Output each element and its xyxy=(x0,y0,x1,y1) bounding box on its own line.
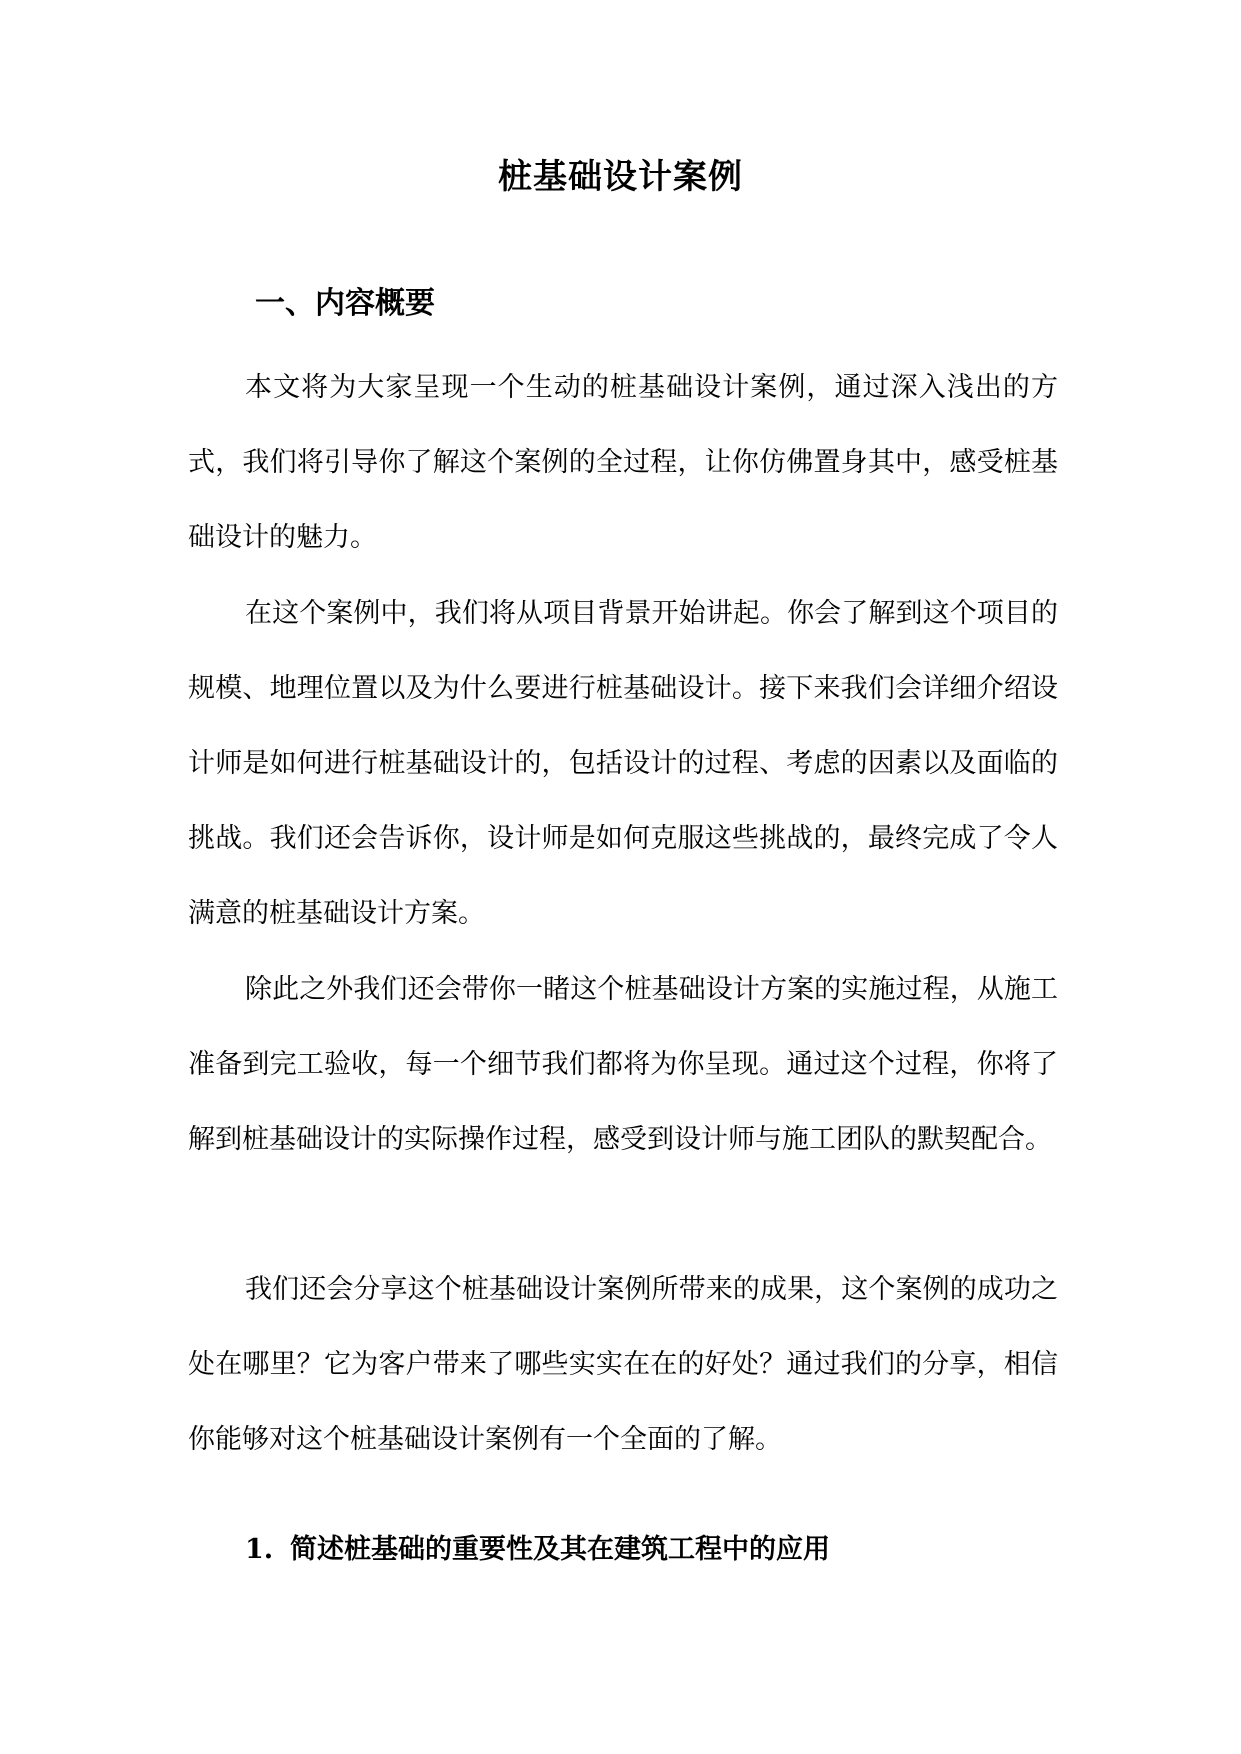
subsection-title: 简述桩基础的重要性及其在建筑工程中的应用 xyxy=(290,1534,830,1565)
paragraph: 除此之外我们还会带你一睹这个桩基础设计方案的实施过程，从施工准备到完工验收，每一个细节我们都将为你呈现。通过这个过程，你将了解到桩基础设计的实际操作过程，感受到设计师与施工团队的默契配合。 xyxy=(188,974,1058,1155)
document-title: 桩基础设计案例 xyxy=(498,157,743,197)
paragraph: 本文将为大家呈现一个生动的桩基础设计案例，通过深入浅出的方式，我们将引导你了解这个案例的全过程，让你仿佛置身其中，感受桩基础设计的魅力。 xyxy=(188,372,1058,553)
subsection-heading xyxy=(245,1530,830,1570)
section-heading: 一、内容概要 xyxy=(255,286,435,321)
paragraph: 我们还会分享这个桩基础设计案例所带来的成果，这个案例的成功之处在哪里？它为客户带来了哪些实实在在的好处？通过我们的分享，相信你能够对这个桩基础设计案例有一个全面的了解。 xyxy=(188,1274,1058,1455)
subsection-number: 1. xyxy=(245,1534,274,1565)
paragraph: 在这个案例中，我们将从项目背景开始讲起。你会了解到这个项目的规模、地理位置以及为什么要进行桩基础设计。接下来我们会详细介绍设计师是如何进行桩基础设计的，包括设计的过程、考虑的因素以及面临的挑战。我们还会告诉你，设计师是如何克服这些挑战的，最终完成了令人满意的桩基础设计方案。 xyxy=(188,598,1058,929)
